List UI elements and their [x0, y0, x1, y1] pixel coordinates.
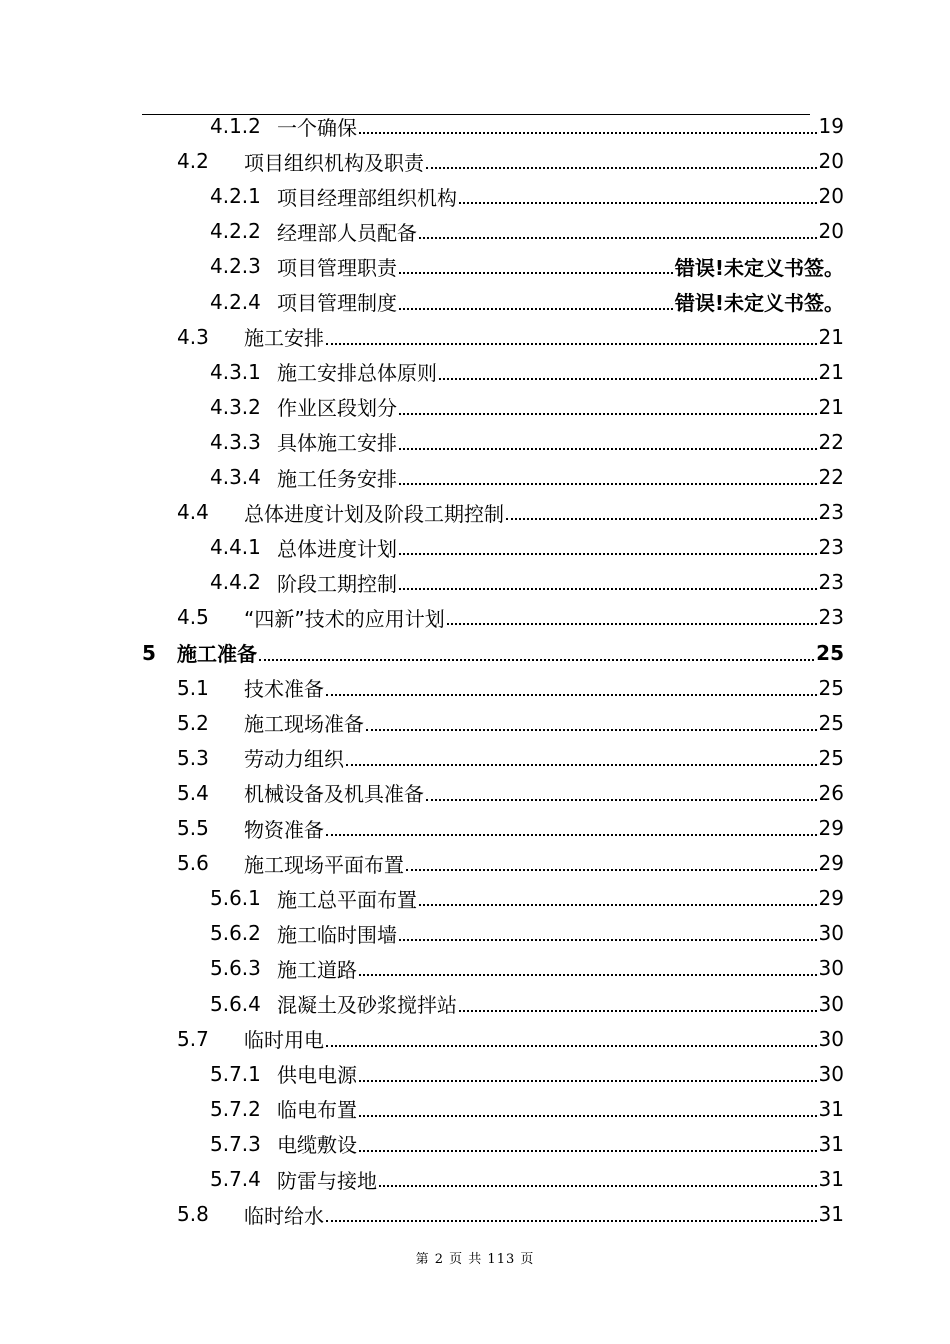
toc-entry-page: 30 — [818, 1026, 844, 1051]
toc-entry-number: 4.3.2 — [210, 394, 261, 419]
toc-entry-page: 29 — [818, 816, 844, 840]
toc-entry-page: 31 — [818, 1167, 844, 1191]
toc-entry-number: 4.3.1 — [210, 359, 261, 384]
toc-leader-dots — [359, 1080, 817, 1082]
toc-entry-number: 4.4 — [177, 500, 209, 525]
toc-entry-title: 作业区段划分 — [277, 396, 397, 421]
toc-entry-title: 一个确保 — [277, 115, 357, 140]
toc-leader-dots — [426, 167, 817, 169]
toc-entry-page: 23 — [818, 605, 844, 630]
toc-entry[interactable] — [210, 356, 844, 388]
toc-entry-page: 31 — [818, 1202, 844, 1227]
toc-leader-dots — [326, 834, 817, 836]
toc-entry[interactable] — [210, 461, 844, 493]
toc-entry-title: “四新”技术的应用计划 — [244, 606, 445, 631]
toc-entry-number: 5.7.3 — [210, 1131, 261, 1156]
toc-entry-number: 4.3.4 — [210, 465, 261, 489]
toc-entry-title: 经理部人员配备 — [277, 220, 417, 245]
toc-entry-number: 5.6.2 — [210, 921, 261, 946]
toc-entry[interactable] — [210, 110, 844, 142]
toc-entry-number: 5.7.2 — [210, 1096, 261, 1121]
toc-entry-number: 5.8 — [177, 1202, 209, 1227]
toc-leader-dots — [399, 308, 673, 310]
page-footer: 第 2 页 共 113 页 — [415, 1252, 535, 1267]
toc-entry[interactable] — [177, 321, 844, 353]
toc-leader-dots — [406, 869, 817, 871]
toc-entry[interactable] — [177, 1198, 844, 1230]
toc-entry-page: 22 — [818, 429, 844, 454]
toc-entry-title: 供电电源 — [277, 1063, 357, 1088]
toc-leader-dots — [326, 1045, 817, 1047]
toc-entry-number: 5.7 — [177, 1026, 209, 1051]
toc-entry[interactable] — [210, 250, 844, 282]
toc-entry-number: 4.2 — [177, 149, 209, 174]
toc-entry[interactable] — [210, 1058, 844, 1090]
toc-entry-page: 20 — [818, 149, 844, 174]
toc-entry-error: 错误!未定义书签。 — [674, 255, 844, 280]
toc-entry-title: 机械设备及机具准备 — [244, 782, 424, 807]
toc-entry[interactable] — [210, 531, 844, 563]
toc-entry-error: 错误!未定义书签。 — [674, 291, 844, 315]
toc-entry-number: 5.7.1 — [210, 1061, 261, 1086]
toc-entry-number: 4.4.2 — [210, 570, 261, 595]
toc-entry-page: 25 — [818, 675, 844, 700]
toc-leader-dots — [259, 659, 814, 661]
toc-entry-number: 5.6 — [177, 851, 209, 876]
toc-entry-number: 5.5 — [177, 816, 209, 840]
toc-entry-number: 5.6.4 — [210, 991, 261, 1016]
toc-entry-number: 4.4.1 — [210, 535, 261, 560]
toc-entry-title: 阶段工期控制 — [277, 571, 397, 596]
toc-entry[interactable] — [177, 1023, 844, 1055]
toc-leader-dots — [359, 1115, 817, 1117]
toc-entry-title: 防雷与接地 — [277, 1168, 377, 1193]
toc-entry[interactable] — [210, 215, 844, 247]
toc-entry[interactable] — [177, 672, 844, 704]
toc-entry-title: 电缆敷设 — [277, 1133, 357, 1158]
toc-entry-page: 20 — [818, 219, 844, 244]
toc-leader-dots — [399, 413, 817, 415]
toc-entry-page: 20 — [818, 184, 844, 209]
toc-entry-title: 施工临时围墙 — [277, 922, 397, 947]
toc-entry[interactable] — [177, 145, 844, 177]
toc-entry-title: 施工道路 — [277, 957, 357, 982]
toc-entry[interactable] — [210, 391, 844, 423]
toc-leader-dots — [399, 553, 817, 555]
toc-entry-title: 项目经理部组织机构 — [277, 185, 457, 210]
toc-leader-dots — [346, 764, 817, 766]
toc-entry-title: 施工任务安排 — [277, 466, 397, 491]
toc-entry-title: 施工准备 — [177, 642, 257, 666]
toc-leader-dots — [399, 588, 817, 590]
toc-entry-title: 项目管理制度 — [277, 291, 397, 315]
toc-entry-title: 施工安排 — [244, 326, 324, 351]
toc-leader-dots — [506, 518, 817, 520]
toc-leader-dots — [419, 237, 817, 239]
toc-entry-page: 25 — [818, 745, 844, 770]
toc-entry-title: 项目组织机构及职责 — [244, 150, 424, 175]
toc-entry-number: 4.2.3 — [210, 254, 261, 279]
toc-leader-dots — [359, 974, 817, 976]
toc-entry-page: 21 — [818, 359, 844, 384]
toc-entry-title: 临时用电 — [244, 1028, 324, 1053]
toc-entry-page: 31 — [818, 1096, 844, 1121]
toc-entry-page: 31 — [818, 1131, 844, 1156]
toc-entry-title: 施工安排总体原则 — [277, 361, 437, 386]
toc-entry[interactable] — [210, 180, 844, 212]
toc-entry-number: 5.6.3 — [210, 956, 261, 981]
toc-entry-page: 26 — [818, 780, 844, 805]
toc-entry-page: 21 — [818, 324, 844, 349]
toc-leader-dots — [366, 729, 817, 731]
toc-entry-number: 4.1.2 — [210, 114, 261, 138]
toc-entry-number: 5.6.1 — [210, 886, 261, 911]
toc-entry-number: 5.2 — [177, 710, 209, 735]
toc-entry-number: 5.1 — [177, 675, 209, 700]
toc-entry[interactable] — [210, 1163, 844, 1195]
toc-entry-page: 22 — [818, 465, 844, 489]
toc-leader-dots — [326, 1220, 817, 1222]
toc-entry[interactable] — [210, 917, 844, 949]
toc-entry[interactable] — [210, 952, 844, 984]
toc-entry-number: 5.4 — [177, 780, 209, 805]
toc-entry-number: 5.3 — [177, 745, 209, 770]
toc-entry-number: 4.2.2 — [210, 219, 261, 244]
toc-entry[interactable] — [177, 812, 844, 844]
toc-entry-number: 4.5 — [177, 605, 209, 630]
toc-entry-page: 25 — [818, 710, 844, 735]
toc-entry-number: 4.2.4 — [210, 289, 261, 314]
toc-entry-number: 5.7.4 — [210, 1167, 261, 1191]
toc-leader-dots — [459, 1010, 817, 1012]
toc-entry[interactable] — [177, 742, 844, 774]
toc-entry-page: 19 — [818, 114, 844, 138]
toc-entry-page: 23 — [818, 535, 844, 560]
toc-entry-page: 30 — [818, 956, 844, 981]
toc-leader-dots — [359, 1150, 817, 1152]
toc-entry-title: 临电布置 — [277, 1098, 357, 1123]
toc-entry-title: 总体进度计划 — [277, 536, 397, 561]
toc-entry[interactable] — [210, 988, 844, 1020]
toc-entry-title: 混凝土及砂浆搅拌站 — [277, 993, 457, 1017]
toc-entry[interactable] — [210, 426, 844, 458]
toc-entry-page: 30 — [818, 1061, 844, 1086]
toc-entry-page: 25 — [816, 640, 844, 665]
toc-leader-dots — [359, 132, 817, 134]
toc-entry-title: 项目管理职责 — [277, 255, 397, 280]
toc-leader-dots — [399, 448, 817, 450]
toc-entry-title: 临时给水 — [244, 1203, 324, 1228]
toc-entry[interactable] — [210, 1093, 844, 1125]
toc-entry[interactable] — [210, 882, 844, 914]
toc-entry-page: 21 — [818, 394, 844, 419]
toc-entry-number: 4.2.1 — [210, 184, 261, 209]
toc-leader-dots — [439, 378, 817, 380]
toc-leader-dots — [447, 623, 817, 625]
toc-entry-title: 具体施工安排 — [277, 431, 397, 456]
toc-entry-page: 29 — [818, 886, 844, 911]
toc-entry-page: 23 — [818, 500, 844, 525]
toc-entry-title: 总体进度计划及阶段工期控制 — [244, 501, 504, 526]
toc-entry[interactable] — [177, 601, 844, 633]
toc-entry-page: 23 — [818, 570, 844, 595]
toc-entry-title: 劳动力组织 — [244, 747, 344, 772]
toc-leader-dots — [419, 904, 817, 906]
toc-entry[interactable] — [177, 496, 844, 528]
toc-entry-title: 技术准备 — [244, 677, 324, 702]
toc-leader-dots — [399, 483, 817, 485]
toc-entry-number: 5 — [142, 640, 156, 665]
toc-leader-dots — [326, 343, 817, 345]
toc-entry-page: 30 — [818, 991, 844, 1016]
toc-entry[interactable] — [177, 777, 844, 809]
toc-leader-dots — [326, 694, 817, 696]
toc-leader-dots — [426, 799, 817, 801]
toc-entry-title: 施工现场平面布置 — [244, 852, 404, 877]
toc-entry-title: 施工现场准备 — [244, 712, 364, 737]
toc-entry-number: 4.3 — [177, 324, 209, 349]
toc-entry-title: 施工总平面布置 — [277, 887, 417, 912]
toc-leader-dots — [399, 272, 673, 274]
toc-entry[interactable] — [210, 286, 844, 318]
toc-entry[interactable] — [177, 707, 844, 739]
toc-entry-number: 4.3.3 — [210, 429, 261, 454]
toc-entry-page: 30 — [818, 921, 844, 946]
toc-entry[interactable] — [210, 566, 844, 598]
toc-entry[interactable] — [177, 847, 844, 879]
toc-entry[interactable] — [142, 637, 844, 669]
toc-leader-dots — [399, 939, 817, 941]
toc-entry[interactable] — [210, 1128, 844, 1160]
toc-entry-page: 29 — [818, 851, 844, 876]
toc-leader-dots — [379, 1185, 817, 1187]
toc-entry-title: 物资准备 — [244, 817, 324, 842]
toc-leader-dots — [459, 202, 817, 204]
